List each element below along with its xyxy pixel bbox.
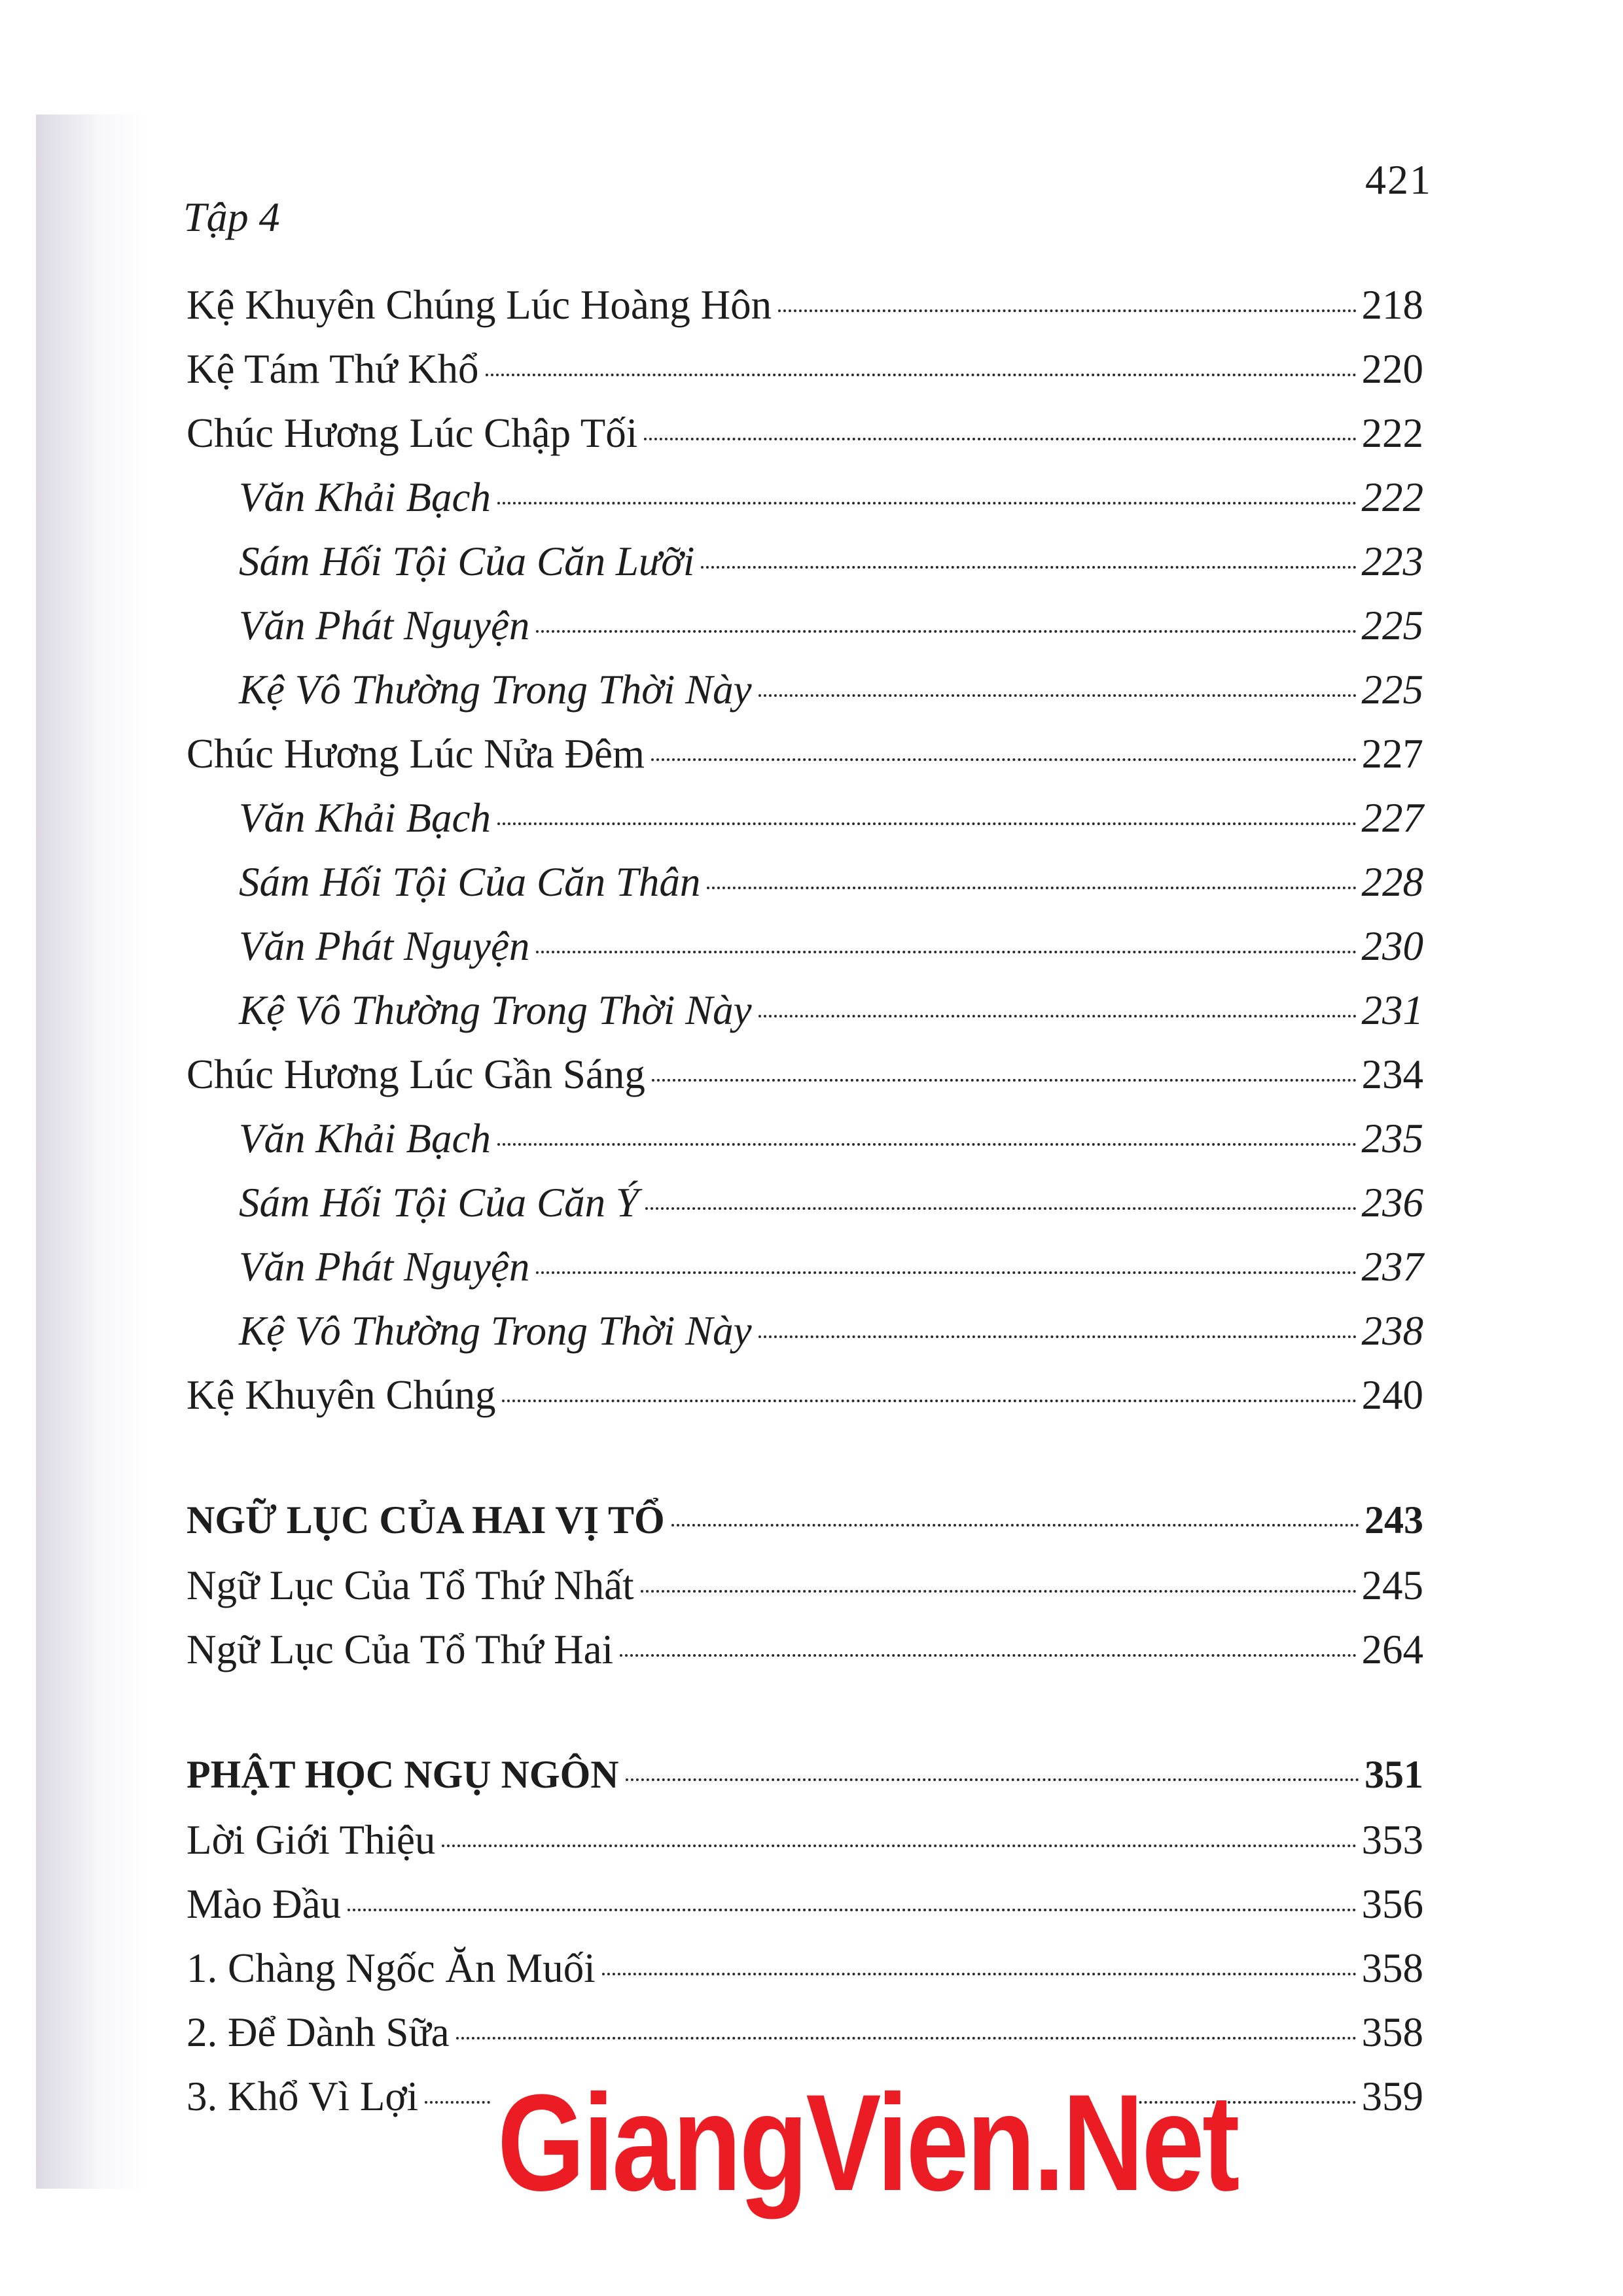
toc-entry-title: Văn Khải Bạch [239, 474, 491, 520]
toc-entry [187, 1179, 1423, 1243]
binding-shadow [36, 115, 147, 2189]
toc-entry [187, 281, 1423, 345]
toc-entry-title: Mào Đầu [187, 1881, 342, 1927]
dot-leader [641, 1590, 1357, 1593]
dot-leader [644, 438, 1356, 440]
table-of-contents [187, 281, 1423, 2137]
toc-entry-title: Văn Phát Nguyện [239, 1244, 530, 1290]
toc-entry [187, 987, 1423, 1051]
dot-leader [758, 1015, 1357, 1017]
dot-leader [602, 1973, 1357, 1975]
dot-leader [497, 822, 1357, 825]
toc-entry-page: 264 [1361, 1627, 1423, 1672]
toc-entry-title: Kệ Vô Thường Trong Thời Này [239, 1308, 752, 1354]
toc-entry [187, 602, 1423, 666]
dot-leader [502, 1400, 1356, 1402]
toc-entry [187, 474, 1423, 538]
toc-entry-page: 225 [1361, 667, 1423, 713]
toc-entry [187, 1243, 1423, 1307]
toc-entry-page: 230 [1361, 923, 1423, 969]
toc-entry-page: 234 [1361, 1051, 1423, 1097]
page-number: 421 [1365, 156, 1432, 203]
toc-entry-page: 236 [1361, 1180, 1423, 1226]
toc-entry-title: 1. Chàng Ngốc Ăn Muối [187, 1945, 596, 1991]
dot-leader [348, 1909, 1356, 1911]
toc-entry-title: Lời Giới Thiệu [187, 1817, 436, 1863]
toc-entry [187, 858, 1423, 923]
dot-leader [456, 2037, 1357, 2040]
dot-leader [707, 887, 1356, 889]
toc-entry-page: 218 [1361, 282, 1423, 328]
toc-entry-title: NGỮ LỤC CỦA HAI VỊ TỔ [187, 1498, 665, 1542]
toc-entry-page: 245 [1361, 1563, 1423, 1608]
toc-entry-page: 237 [1361, 1244, 1423, 1290]
toc-entry-title: Văn Phát Nguyện [239, 923, 530, 969]
toc-entry-title: 3. Khổ Vì Lợi [187, 2074, 419, 2119]
dot-leader [671, 1524, 1359, 1527]
toc-entry [187, 1945, 1423, 2009]
toc-entry-page: 227 [1361, 795, 1423, 841]
toc-entry-title: Chúc Hương Lúc Gần Sáng [187, 1051, 645, 1097]
toc-section-heading [187, 1752, 1423, 1816]
toc-entry-title: Ngữ Lục Của Tổ Thứ Hai [187, 1627, 614, 1672]
dot-leader [536, 951, 1356, 953]
toc-entry-title: Kệ Khuyên Chúng Lúc Hoàng Hôn [187, 282, 772, 328]
toc-entry-page: 222 [1361, 410, 1423, 456]
toc-entry [187, 730, 1423, 794]
toc-entry-page: 227 [1361, 731, 1423, 777]
toc-entry-title: Sám Hối Tội Của Căn Thân [239, 859, 701, 905]
toc-entry-page: 358 [1361, 2009, 1423, 2055]
toc-entry-title: Ngữ Lục Của Tổ Thứ Nhất [187, 1563, 634, 1608]
toc-entry-title: Chúc Hương Lúc Chập Tối [187, 410, 638, 456]
dot-leader [536, 630, 1356, 633]
toc-entry-page: 235 [1361, 1116, 1423, 1161]
toc-entry-page: 359 [1361, 2074, 1423, 2119]
toc-entry [187, 1371, 1423, 1436]
toc-entry-page: 240 [1361, 1372, 1423, 1418]
toc-entry-page: 231 [1361, 987, 1423, 1033]
toc-entry-title: Kệ Khuyên Chúng [187, 1372, 496, 1418]
dot-leader [536, 1271, 1356, 1274]
toc-entry [187, 794, 1423, 858]
dot-leader [758, 694, 1357, 697]
toc-entry-page: 223 [1361, 539, 1423, 584]
toc-entry [187, 1562, 1423, 1626]
dot-leader [442, 1845, 1356, 1847]
dot-leader [486, 374, 1357, 376]
toc-entry [187, 666, 1423, 730]
toc-entry-page: 243 [1364, 1498, 1423, 1542]
toc-entry-title: Văn Khải Bạch [239, 1116, 491, 1161]
toc-entry-page: 225 [1361, 603, 1423, 648]
toc-entry-title: Văn Phát Nguyện [239, 603, 530, 648]
toc-entry [187, 923, 1423, 987]
dot-leader [626, 1778, 1359, 1781]
dot-leader [497, 502, 1357, 504]
dot-leader [652, 1079, 1357, 1082]
dot-leader [620, 1654, 1356, 1657]
toc-group-volume-4 [187, 281, 1423, 1436]
dot-leader [778, 309, 1356, 312]
volume-label: Tập 4 [183, 194, 280, 240]
toc-entry [187, 538, 1423, 602]
toc-entry-page: 351 [1364, 1753, 1423, 1796]
toc-section-heading [187, 1498, 1423, 1562]
toc-entry-title: PHẬT HỌC NGỤ NGÔN [187, 1753, 619, 1796]
toc-entry [187, 345, 1423, 410]
toc-entry-page: 353 [1361, 1817, 1423, 1863]
toc-entry-page: 238 [1361, 1308, 1423, 1354]
watermark-logo: GiangVien.Net [497, 2066, 1238, 2219]
toc-entry-title: Văn Khải Bạch [239, 795, 491, 841]
toc-entry-title: 2. Để Dành Sữa [187, 2009, 450, 2055]
toc-entry [187, 410, 1423, 474]
toc-entry-title: Kệ Tám Thứ Khổ [187, 346, 479, 392]
toc-entry [187, 2009, 1423, 2073]
toc-entry [187, 1115, 1423, 1179]
toc-entry-title: Sám Hối Tội Của Căn Ý [239, 1180, 639, 1226]
toc-group-spacer [187, 1436, 1423, 1498]
toc-entry [187, 1307, 1423, 1371]
dot-leader [758, 1335, 1357, 1338]
dot-leader [497, 1143, 1357, 1146]
toc-entry [187, 1881, 1423, 1945]
toc-entry-title: Kệ Vô Thường Trong Thời Này [239, 667, 752, 713]
toc-entry-title: Sám Hối Tội Của Căn Lưỡi [239, 539, 695, 584]
toc-entry-page: 356 [1361, 1881, 1423, 1927]
toc-entry-page: 228 [1361, 859, 1423, 905]
toc-entry [187, 1051, 1423, 1115]
dot-leader [701, 566, 1356, 569]
toc-entry-page: 358 [1361, 1945, 1423, 1991]
dot-leader [645, 1207, 1357, 1210]
toc-entry-title: Chúc Hương Lúc Nửa Đêm [187, 731, 645, 777]
toc-group-ngu-luc [187, 1498, 1423, 1690]
toc-group-spacer [187, 1690, 1423, 1752]
toc-entry [187, 1816, 1423, 1881]
dot-leader [651, 758, 1357, 761]
toc-entry-page: 222 [1361, 474, 1423, 520]
toc-entry-title: Kệ Vô Thường Trong Thời Này [239, 987, 752, 1033]
toc-entry [187, 1626, 1423, 1690]
toc-entry-page: 220 [1361, 346, 1423, 392]
